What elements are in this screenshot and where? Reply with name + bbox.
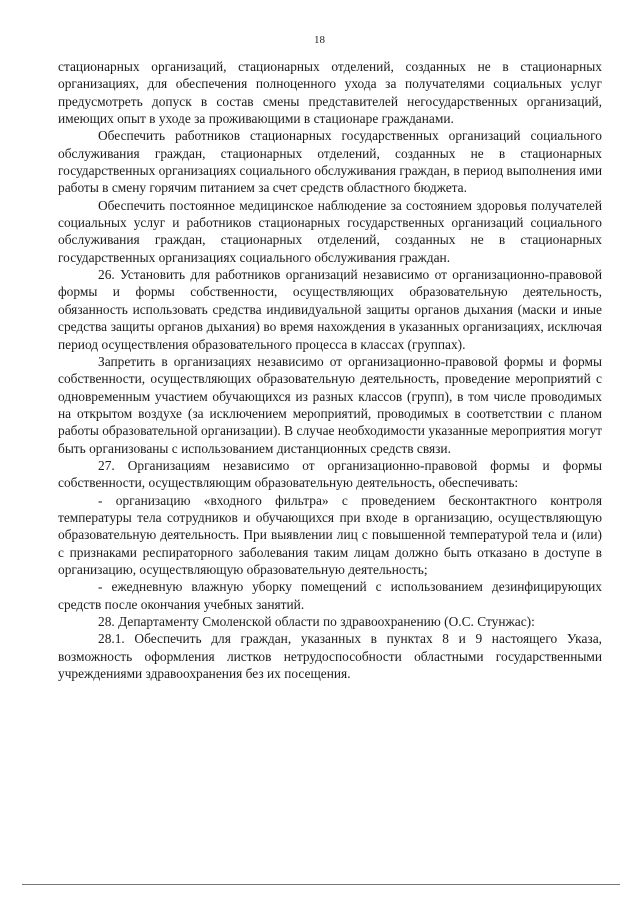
paragraph: Запретить в организациях независимо от организационно-правовой формы и формы собственности, осуществляющих образовательную деятельность, проведение мероприятий с одновременным участием обучающихся из разных классов (групп), в том числе проводимых на открытом воздухе (за исключением мероприятий, проводимых в соответствии с планом работы образовательной организации). В случае необходимости указанные мероприятия могут быть организованы с использованием дистанционных средств связи.	[58, 353, 602, 456]
paragraph: Обеспечить постоянное медицинское наблюдение за состоянием здоровья получателей социальных услуг и работников стационарных государственных организаций социального обслуживания граждан, стационарных отделений, созданных не в стационарных государственных организациях социального обслуживания граждан.	[58, 197, 602, 265]
paragraph-item-28: 28. Департаменту Смоленской области по здравоохранению (О.С. Стунжас):	[98, 614, 535, 629]
paragraph: Обеспечить работников стационарных государственных организаций социального обслуживания граждан, стационарных отделений, созданных не в стационарных государственных организациях социального обслуживания граждан, в период выполнения ими работы в смену горячим питанием за счет средств областного бюджета.	[58, 128, 602, 196]
paragraph: стационарных организаций, стационарных отделений, созданных не в стационарных организациях, для обеспечения полноценного ухода за получателями социальных услуг предусмотреть допуск в состав смены представителей негосударственных организаций, имеющих опыт в уходе за проживающими в стационаре гражданами.	[58, 59, 602, 127]
paragraph-item-26: 26. Установить для работников организаций независимо от организационно-правовой формы и формы собственности, осуществляющих образовательную деятельность, обязанность использовать средства индивидуальной защиты органов дыхания (маски и иные средства защиты органов дыхания) во время нахождения в указанных организациях, исключая период осуществления образовательного процесса в классах (группах).	[58, 267, 602, 352]
list-item: - организацию «входного фильтра» с проведением бесконтактного контроля температуры тела сотрудников и обучающихся при входе в организацию, осуществляющую образовательную деятельность. При выявлении лиц с повышенной температурой тела и (или) с признаками респираторного заболевания таким лицам должно быть отказано в доступе в организацию, осуществляющую образовательную деятельность;	[58, 492, 602, 577]
page-divider	[22, 884, 620, 885]
list-item: - ежедневную влажную уборку помещений с использованием дезинфицирующих средств после окончания учебных занятий.	[58, 579, 602, 612]
page-number: 18	[314, 34, 325, 46]
paragraph-item-27: 27. Организациям независимо от организационно-правовой формы и формы собственности, осуществляющим образовательную деятельность, обеспечивать:	[58, 457, 602, 491]
paragraph-item-28-1: 28.1. Обеспечить для граждан, указанных в пунктах 8 и 9 настоящего Указа, возможность оформления листков нетрудоспособности областными государственными учреждениями здравоохранения без их посещения.	[58, 631, 602, 682]
document-body	[58, 58, 602, 682]
